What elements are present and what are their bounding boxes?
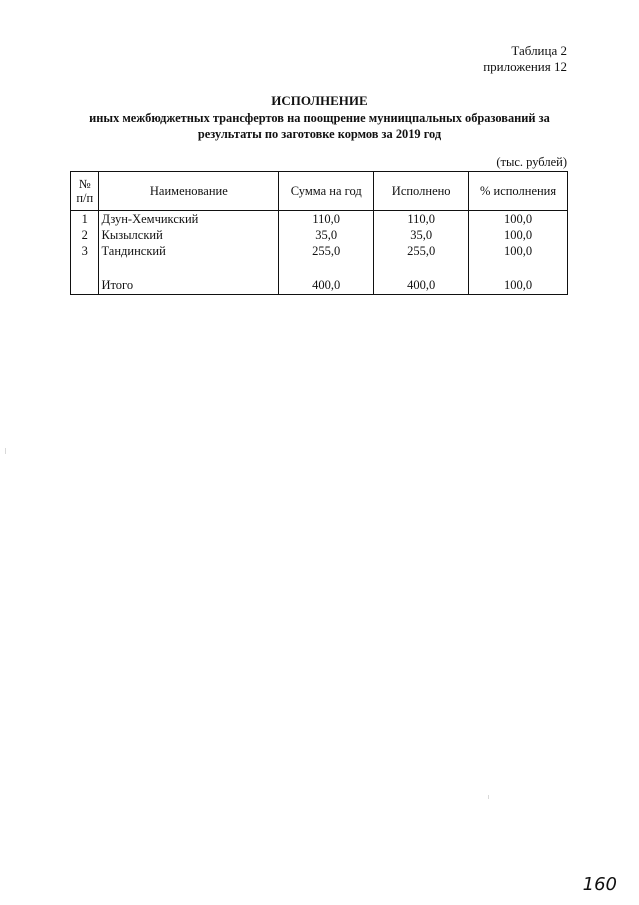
header-annual-sum: Сумма на год [279,172,374,211]
cell-executed: 110,0 [374,211,469,228]
execution-table [70,171,568,295]
total-executed: 400,0 [374,276,469,295]
total-label: Итого [99,276,279,295]
table-row [71,211,568,228]
table-header-row [71,172,568,211]
header-executed: Исполнено [374,172,469,211]
header-number: № п/п [71,172,99,211]
document-subtitle: иных межбюджетных трансфертов на поощрение муниицпальных образований за результаты по заготовке кормов за 2019 год [89,111,550,141]
handwritten-page-number: 160 [582,874,617,895]
cell-annual-sum: 110,0 [279,211,374,228]
header-name: Наименование [99,172,279,211]
cell-executed: 35,0 [374,227,469,243]
table-row [71,227,568,243]
spacer-cell [279,259,374,276]
cell-annual-sum: 35,0 [279,227,374,243]
total-annual-sum: 400,0 [279,276,374,295]
cell-percent: 100,0 [469,211,568,228]
scan-speck [488,795,489,799]
spacer-cell [71,259,99,276]
cell-number: 3 [71,243,99,259]
total-number [71,276,99,295]
header-percent: % исполнения [469,172,568,211]
total-row [71,276,568,295]
spacer-cell [469,259,568,276]
document-title: ИСПОЛНЕНИЕ [271,93,368,108]
cell-number: 1 [71,211,99,228]
cell-name: Дзун-Хемчикский [99,211,279,228]
total-percent: 100,0 [469,276,568,295]
appendix-reference: приложения 12 [483,59,567,74]
scan-speck [5,448,6,454]
table-reference: Таблица 2 [511,43,567,58]
cell-name: Тандинский [99,243,279,259]
cell-name: Кызылский [99,227,279,243]
units-note: (тыс. рублей) [496,155,567,169]
table-spacer-row [71,259,568,276]
cell-executed: 255,0 [374,243,469,259]
spacer-cell [374,259,469,276]
cell-annual-sum: 255,0 [279,243,374,259]
cell-number: 2 [71,227,99,243]
cell-percent: 100,0 [469,243,568,259]
cell-percent: 100,0 [469,227,568,243]
table-row [71,243,568,259]
spacer-cell [99,259,279,276]
